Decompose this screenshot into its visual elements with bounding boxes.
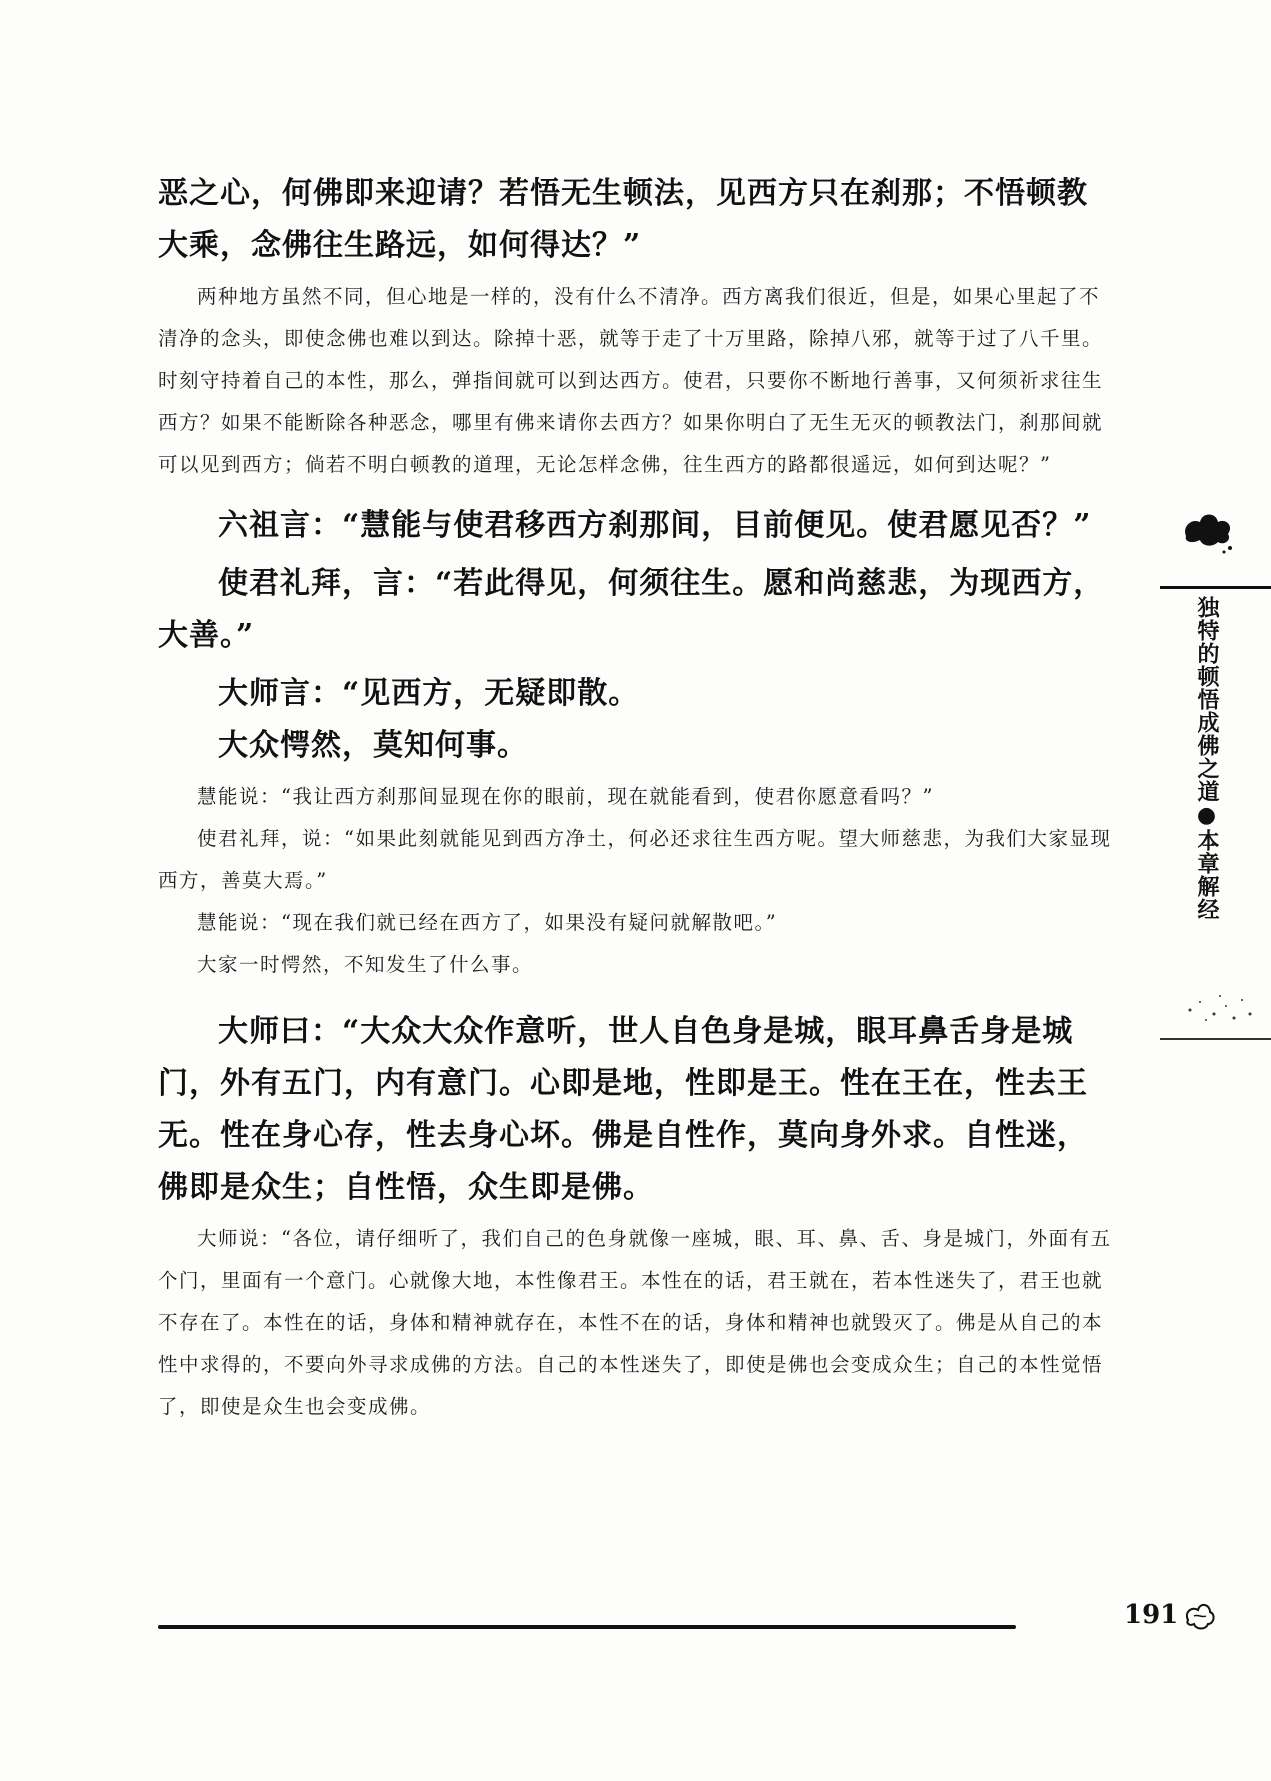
cloud-ornament-icon <box>1178 500 1238 560</box>
side-tab-chapter-title: 独特的顿悟成佛之道 <box>1194 596 1219 803</box>
paragraph-translation: 大师说：“各位，请仔细听了，我们自己的色身就像一座城，眼、耳、鼻、舌、身是城门，外面有五个门，里面有一个意门。心就像大地，本性像君王。本性在的话，君王就在，若本性迷失了，君王也就不存在了。本性在的话，身体和精神就存在，本性不在的话，身体和精神也就毁灭了。佛是从自己的本性中求得的，不要向外寻求成佛的方法。自己的本性迷失了，即使是佛也会变成众生；自己的本性觉悟了，即使是众生也会变成佛。 <box>158 1227 1112 1418</box>
paragraph-classical: 使君礼拜，言：“若此得见，何须往生。愿和尚慈悲，为现西方，大善。” <box>158 566 1105 653</box>
paragraph-translation: 慧能说：“我让西方刹那间显现在你的眼前，现在就能看到，使君你愿意看吗？” <box>197 785 934 808</box>
paragraph-translation: 使君礼拜，说：“如果此刻就能见到西方净土，何必还求往生西方呢。望大师慈悲，为我们大家显现西方，善莫大焉。” <box>158 827 1112 892</box>
paragraph-classical: 大众愕然，莫知何事。 <box>218 728 528 763</box>
side-tab-rule <box>1160 586 1271 589</box>
side-tab <box>1188 596 1222 921</box>
paragraph-translation: 慧能说：“现在我们就已经在西方了，如果没有疑问就解散吧。” <box>197 911 778 934</box>
paragraph-translation: 两种地方虽然不同，但心地是一样的，没有什么不清净。西方离我们很近，但是，如果心里起了不清净的念头，即使念佛也难以到达。除掉十恶，就等于走了十万里路，除掉八邪，就等于过了八千里。时刻守持着自己的本性，那么，弹指间就可以到达西方。使君，只要你不断地行善事，又何须祈求往生西方？如果不能断除各种恶念，哪里有佛来请你去西方？如果你明白了无生无灭的顿教法门，刹那间就可以见到西方；倘若不明白顿教的道理，无论怎样念佛，往生西方的路都很遥远，如何到达呢？” <box>158 285 1104 476</box>
side-tab-section: 本章解经 <box>1194 829 1219 921</box>
paragraph-translation: 大家一时愕然，不知发生了什么事。 <box>197 953 534 976</box>
paragraph-classical: 恶之心，何佛即来迎请？若悟无生顿法，见西方只在刹那；不悟顿教大乘，念佛往生路远，如何得达？” <box>158 176 1088 263</box>
side-tab-bottom-rule <box>1160 1038 1271 1040</box>
footer-rule <box>158 1625 1016 1629</box>
side-tab-bullet: ● <box>1194 803 1219 829</box>
paragraph-classical: 大师言：“见西方，无疑即散。 <box>218 676 640 711</box>
paragraph-classical: 六祖言：“慧能与使君移西方刹那间，目前便见。使君愿见否？” <box>218 508 1092 543</box>
speckle-ornament-icon <box>1170 980 1260 1030</box>
paragraph-classical: 大师曰：“大众大众作意听，世人自色身是城，眼耳鼻舌身是城门，外有五门，内有意门。心即是地，性即是王。性在王在，性去王无。性在身心存，性去身心坏。佛是自性作，莫向身外求。自性迷，佛即是众生；自性悟，众生即是佛。 <box>158 1014 1088 1205</box>
cloud-ornament-icon <box>1182 1596 1216 1632</box>
page-number: 191 <box>1124 1600 1179 1630</box>
page-body <box>158 168 1118 1428</box>
